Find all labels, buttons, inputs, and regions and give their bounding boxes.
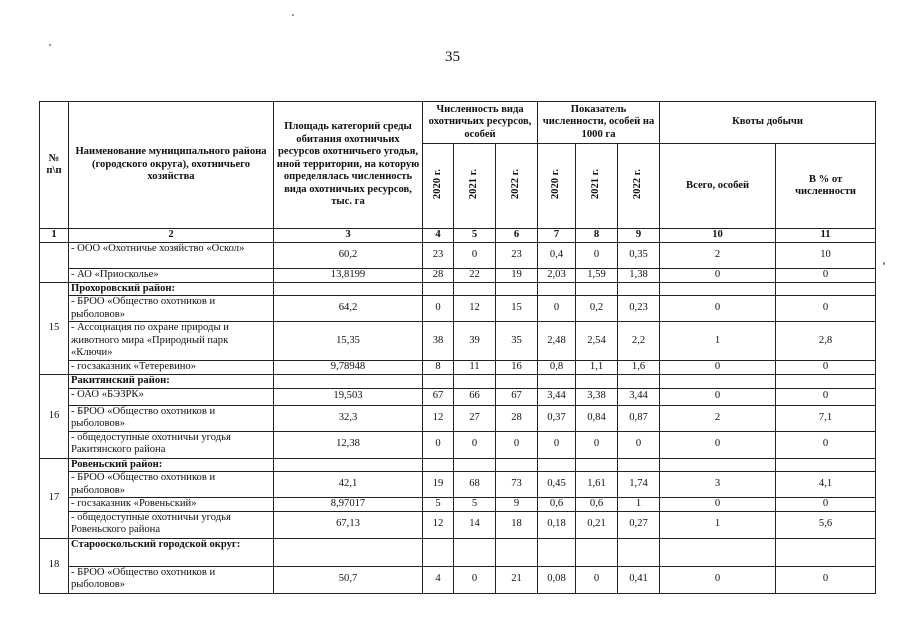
density-2022-cell: 1,6: [618, 361, 660, 375]
count-2020-cell: 5: [423, 498, 454, 512]
count-2021-cell: 0: [454, 566, 496, 593]
count-2022-cell: 0: [496, 431, 538, 458]
density-2022-cell: 1: [618, 498, 660, 512]
count-2020-cell: 8: [423, 361, 454, 375]
density-2021-cell: 1,1: [576, 361, 618, 375]
density-2022-cell: 0,41: [618, 566, 660, 593]
org-name: - госзаказник «Ровеньский»: [69, 498, 274, 512]
row-number-cell: 15: [40, 282, 69, 375]
org-name: - госзаказник «Тетеревино»: [69, 361, 274, 375]
quota-total-cell: 0: [660, 268, 776, 282]
quota-percent-cell: 0: [776, 431, 876, 458]
col-header-quota-percent: В % от численности: [776, 144, 876, 229]
quota-percent-cell: 4,1: [776, 472, 876, 498]
count-2021-cell: 22: [454, 268, 496, 282]
col-header-density-group: Показатель численности, особей на 1000 га: [538, 102, 660, 144]
count-2022-cell: 35: [496, 322, 538, 361]
count-2022-cell: 15: [496, 296, 538, 322]
org-name: - БРОО «Общество охотников и рыболовов»: [69, 405, 274, 431]
density-2021-cell: 0: [576, 431, 618, 458]
table-row: [40, 472, 876, 498]
district-row: [40, 538, 876, 566]
col-header-count-2020: 2020 г.: [423, 144, 454, 229]
quota-percent-cell: 0: [776, 498, 876, 512]
count-2020-cell: 67: [423, 388, 454, 405]
density-2020-cell: 0: [538, 296, 576, 322]
quota-percent-cell: 0: [776, 296, 876, 322]
column-number-row: [40, 229, 876, 243]
column-number: 7: [538, 229, 576, 243]
count-2020-cell: 0: [423, 431, 454, 458]
district-name: Ракитянский район:: [69, 375, 274, 389]
density-2021-cell: 0,21: [576, 511, 618, 538]
density-2022-cell: 0,35: [618, 242, 660, 268]
count-2021-cell: 39: [454, 322, 496, 361]
area-cell: 15,35: [274, 322, 423, 361]
org-name: - БРОО «Общество охотников и рыболовов»: [69, 296, 274, 322]
row-number-cell: 18: [40, 538, 69, 593]
count-2020-cell: 4: [423, 566, 454, 593]
quota-percent-cell: 7,1: [776, 405, 876, 431]
column-number: 5: [454, 229, 496, 243]
area-cell: 12,38: [274, 431, 423, 458]
col-header-quota-total: Всего, особей: [660, 144, 776, 229]
district-name: Прохоровский район:: [69, 282, 274, 296]
area-cell: 60,2: [274, 242, 423, 268]
quota-percent-cell: 0: [776, 388, 876, 405]
quota-percent-cell: 0: [776, 268, 876, 282]
column-number: 6: [496, 229, 538, 243]
col-header-density-2020: 2020 г.: [538, 144, 576, 229]
table-row: [40, 361, 876, 375]
quota-total-cell: 1: [660, 511, 776, 538]
col-header-name: Наименование муниципального района (городского округа), охотничьего хозяйства: [69, 102, 274, 229]
quota-total-cell: 0: [660, 296, 776, 322]
quota-percent-cell: 10: [776, 242, 876, 268]
col-header-count-2022: 2022 г.: [496, 144, 538, 229]
quota-percent-cell: 0: [776, 566, 876, 593]
table-row: [40, 296, 876, 322]
table-row: [40, 431, 876, 458]
table-row: [40, 242, 876, 268]
column-number: 10: [660, 229, 776, 243]
density-2020-cell: 0: [538, 431, 576, 458]
density-2021-cell: 1,61: [576, 472, 618, 498]
density-2021-cell: 0,84: [576, 405, 618, 431]
quota-total-cell: 2: [660, 242, 776, 268]
count-2020-cell: 12: [423, 511, 454, 538]
count-2021-cell: 12: [454, 296, 496, 322]
density-2022-cell: 0: [618, 431, 660, 458]
density-2020-cell: 0,4: [538, 242, 576, 268]
page-number: 35: [445, 49, 460, 65]
density-2020-cell: 0,6: [538, 498, 576, 512]
density-2022-cell: 0,27: [618, 511, 660, 538]
quota-total-cell: 0: [660, 361, 776, 375]
density-2020-cell: 0,45: [538, 472, 576, 498]
quota-total-cell: 0: [660, 388, 776, 405]
org-name: - БРОО «Общество охотников и рыболовов»: [69, 472, 274, 498]
col-header-density-2021: 2021 г.: [576, 144, 618, 229]
column-number: 9: [618, 229, 660, 243]
quota-percent-cell: 0: [776, 361, 876, 375]
district-row: [40, 282, 876, 296]
col-header-number: № п\п: [40, 102, 69, 229]
density-2022-cell: 0,23: [618, 296, 660, 322]
density-2022-cell: 0,87: [618, 405, 660, 431]
col-header-count-2021: 2021 г.: [454, 144, 496, 229]
count-2022-cell: 21: [496, 566, 538, 593]
table-row: [40, 566, 876, 593]
count-2020-cell: 12: [423, 405, 454, 431]
density-2021-cell: 1,59: [576, 268, 618, 282]
count-2021-cell: 66: [454, 388, 496, 405]
col-header-area: Площадь категорий среды обитания охотничьих ресурсов охотничьего угодья, иной территории, на которую определялась численность вида охотничьих ресурсов, тыс. га: [274, 102, 423, 229]
scan-speck: [292, 14, 294, 16]
quota-percent-cell: 5,6: [776, 511, 876, 538]
count-2022-cell: 73: [496, 472, 538, 498]
table-row: [40, 388, 876, 405]
column-number: 8: [576, 229, 618, 243]
density-2020-cell: 0,37: [538, 405, 576, 431]
district-row: [40, 375, 876, 389]
district-name: Ровеньский район:: [69, 458, 274, 472]
density-2020-cell: 0,8: [538, 361, 576, 375]
table-row: [40, 498, 876, 512]
density-2022-cell: 1,74: [618, 472, 660, 498]
count-2020-cell: 28: [423, 268, 454, 282]
count-2022-cell: 67: [496, 388, 538, 405]
count-2022-cell: 28: [496, 405, 538, 431]
org-name: - общедоступные охотничьи угодья Ракитянского района: [69, 431, 274, 458]
count-2022-cell: 18: [496, 511, 538, 538]
density-2020-cell: 0,08: [538, 566, 576, 593]
col-header-count-group: Численность вида охотничьих ресурсов, особей: [423, 102, 538, 144]
count-2022-cell: 9: [496, 498, 538, 512]
area-cell: 19,503: [274, 388, 423, 405]
quota-total-cell: 1: [660, 322, 776, 361]
column-number: 1: [40, 229, 69, 243]
district-name: Старооскольский городской округ:: [69, 538, 274, 566]
density-2021-cell: 3,38: [576, 388, 618, 405]
col-header-density-2022: 2022 г.: [618, 144, 660, 229]
density-2021-cell: 0: [576, 242, 618, 268]
quota-table: [39, 101, 876, 594]
density-2020-cell: 2,48: [538, 322, 576, 361]
org-name: - Ассоциация по охране природы и животного мира «Природный парк «Ключи»: [69, 322, 274, 361]
count-2021-cell: 14: [454, 511, 496, 538]
area-cell: 8,97017: [274, 498, 423, 512]
density-2022-cell: 1,38: [618, 268, 660, 282]
quota-percent-cell: 2,8: [776, 322, 876, 361]
table-row: [40, 405, 876, 431]
count-2021-cell: 0: [454, 431, 496, 458]
density-2022-cell: 3,44: [618, 388, 660, 405]
density-2021-cell: 0,2: [576, 296, 618, 322]
org-name: - ООО «Охотничье хозяйство «Оскол»: [69, 242, 274, 268]
quota-total-cell: 3: [660, 472, 776, 498]
count-2021-cell: 68: [454, 472, 496, 498]
scan-speck: [883, 262, 885, 265]
area-cell: 32,3: [274, 405, 423, 431]
count-2020-cell: 23: [423, 242, 454, 268]
org-name: - АО «Приосколье»: [69, 268, 274, 282]
quota-total-cell: 0: [660, 566, 776, 593]
quota-total-cell: 2: [660, 405, 776, 431]
area-cell: 50,7: [274, 566, 423, 593]
quota-total-cell: 0: [660, 431, 776, 458]
row-number-cell: 17: [40, 458, 69, 538]
column-number: 2: [69, 229, 274, 243]
density-2020-cell: 0,18: [538, 511, 576, 538]
count-2020-cell: 19: [423, 472, 454, 498]
density-2021-cell: 0: [576, 566, 618, 593]
count-2020-cell: 38: [423, 322, 454, 361]
count-2022-cell: 23: [496, 242, 538, 268]
count-2021-cell: 5: [454, 498, 496, 512]
density-2020-cell: 2,03: [538, 268, 576, 282]
org-name: - БРОО «Общество охотников и рыболовов»: [69, 566, 274, 593]
density-2021-cell: 0,6: [576, 498, 618, 512]
count-2022-cell: 16: [496, 361, 538, 375]
column-number: 11: [776, 229, 876, 243]
table-row: [40, 511, 876, 538]
column-number: 4: [423, 229, 454, 243]
district-row: [40, 458, 876, 472]
table-row: [40, 322, 876, 361]
org-name: - общедоступные охотничьи угодья Ровеньского района: [69, 511, 274, 538]
area-cell: 67,13: [274, 511, 423, 538]
count-2021-cell: 27: [454, 405, 496, 431]
count-2022-cell: 19: [496, 268, 538, 282]
density-2020-cell: 3,44: [538, 388, 576, 405]
scan-speck: [49, 44, 51, 46]
org-name: - ОАО «БЭЗРК»: [69, 388, 274, 405]
density-2022-cell: 2,2: [618, 322, 660, 361]
count-2021-cell: 11: [454, 361, 496, 375]
area-cell: 9,78948: [274, 361, 423, 375]
area-cell: 13,8199: [274, 268, 423, 282]
table-row: [40, 268, 876, 282]
count-2020-cell: 0: [423, 296, 454, 322]
row-number-cell: [40, 242, 69, 282]
column-number: 3: [274, 229, 423, 243]
area-cell: 64,2: [274, 296, 423, 322]
quota-total-cell: 0: [660, 498, 776, 512]
area-cell: 42,1: [274, 472, 423, 498]
count-2021-cell: 0: [454, 242, 496, 268]
density-2021-cell: 2,54: [576, 322, 618, 361]
row-number-cell: 16: [40, 375, 69, 459]
col-header-quota-group: Квоты добычи: [660, 102, 876, 144]
